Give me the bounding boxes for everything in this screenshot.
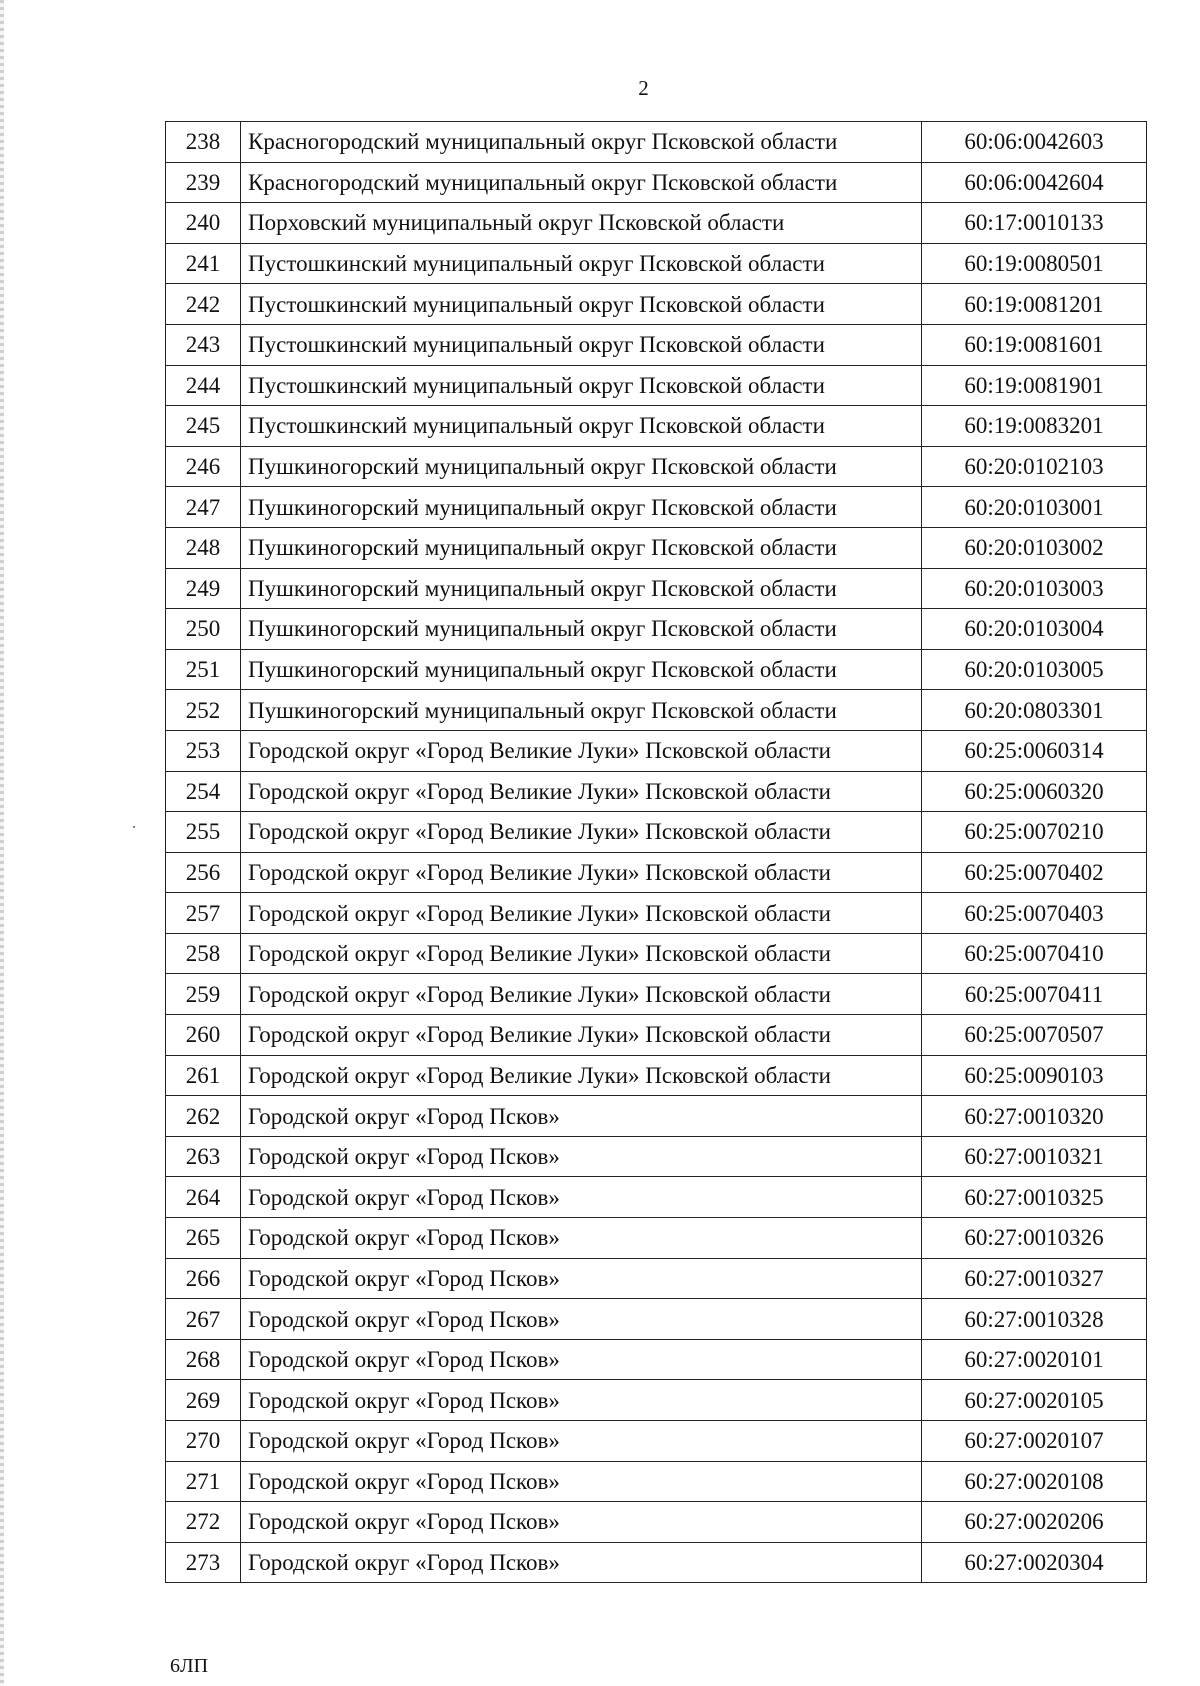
municipality-cell: Городской округ «Город Псков» bbox=[241, 1258, 922, 1299]
row-number-cell: 243 bbox=[166, 324, 241, 365]
table-row bbox=[166, 852, 1147, 893]
cadastral-code-cell: 60:27:0020107 bbox=[922, 1421, 1147, 1462]
table-row bbox=[166, 1096, 1147, 1137]
cadastral-code-cell: 60:25:0070410 bbox=[922, 933, 1147, 974]
cadastral-code-cell: 60:25:0070507 bbox=[922, 1015, 1147, 1056]
cadastral-code-cell: 60:19:0081901 bbox=[922, 365, 1147, 406]
table-row bbox=[166, 203, 1147, 244]
table-row bbox=[166, 1177, 1147, 1218]
table-row bbox=[166, 1380, 1147, 1421]
municipality-cell: Городской округ «Город Псков» bbox=[241, 1299, 922, 1340]
row-number-cell: 272 bbox=[166, 1502, 241, 1543]
table-row bbox=[166, 1421, 1147, 1462]
page-number: 2 bbox=[638, 76, 649, 100]
row-number-cell: 262 bbox=[166, 1096, 241, 1137]
municipality-cell: Городской округ «Город Великие Луки» Псковской области bbox=[241, 893, 922, 934]
table-row bbox=[166, 893, 1147, 934]
row-number-cell: 256 bbox=[166, 852, 241, 893]
cadastral-code-cell: 60:06:0042604 bbox=[922, 162, 1147, 203]
municipality-cell: Порховский муниципальный округ Псковской области bbox=[241, 203, 922, 244]
table-row bbox=[166, 122, 1147, 163]
cadastral-code-cell: 60:27:0010321 bbox=[922, 1136, 1147, 1177]
municipality-cell: Пустошкинский муниципальный округ Псковской области bbox=[241, 243, 922, 284]
cadastral-code-cell: 60:27:0010325 bbox=[922, 1177, 1147, 1218]
table-row bbox=[166, 1502, 1147, 1543]
cadastral-code-cell: 60:20:0102103 bbox=[922, 446, 1147, 487]
table-row bbox=[166, 324, 1147, 365]
table-row bbox=[166, 730, 1147, 771]
row-number-cell: 247 bbox=[166, 487, 241, 528]
table-row bbox=[166, 1339, 1147, 1380]
cadastral-code-cell: 60:27:0010326 bbox=[922, 1218, 1147, 1259]
row-number-cell: 271 bbox=[166, 1461, 241, 1502]
municipality-cell: Городской округ «Город Псков» bbox=[241, 1339, 922, 1380]
row-number-cell: 257 bbox=[166, 893, 241, 934]
municipality-cell: Городской округ «Город Псков» bbox=[241, 1218, 922, 1259]
row-number-cell: 266 bbox=[166, 1258, 241, 1299]
table-row bbox=[166, 162, 1147, 203]
municipality-cell: Городской округ «Город Псков» bbox=[241, 1177, 922, 1218]
cadastral-code-cell: 60:19:0081601 bbox=[922, 324, 1147, 365]
row-number-cell: 263 bbox=[166, 1136, 241, 1177]
row-number-cell: 269 bbox=[166, 1380, 241, 1421]
row-number-cell: 273 bbox=[166, 1542, 241, 1583]
table-row bbox=[166, 812, 1147, 853]
table-row bbox=[166, 406, 1147, 447]
municipality-cell: Пустошкинский муниципальный округ Псковской области bbox=[241, 406, 922, 447]
row-number-cell: 246 bbox=[166, 446, 241, 487]
row-number-cell: 264 bbox=[166, 1177, 241, 1218]
municipality-cell: Городской округ «Город Великие Луки» Псковской области bbox=[241, 1015, 922, 1056]
table-row bbox=[166, 1136, 1147, 1177]
cadastral-code-cell: 60:20:0103005 bbox=[922, 649, 1147, 690]
municipality-cell: Городской округ «Город Великие Луки» Псковской области bbox=[241, 1055, 922, 1096]
row-number-cell: 239 bbox=[166, 162, 241, 203]
table-row bbox=[166, 771, 1147, 812]
municipality-cell: Пустошкинский муниципальный округ Псковской области bbox=[241, 365, 922, 406]
cadastral-code-cell: 60:25:0070403 bbox=[922, 893, 1147, 934]
cadastral-code-cell: 60:19:0081201 bbox=[922, 284, 1147, 325]
municipality-cell: Пустошкинский муниципальный округ Псковской области bbox=[241, 324, 922, 365]
municipality-cell: Пушкиногорский муниципальный округ Псковской области bbox=[241, 649, 922, 690]
row-number-cell: 249 bbox=[166, 568, 241, 609]
table-row bbox=[166, 1218, 1147, 1259]
cadastral-code-cell: 60:25:0070402 bbox=[922, 852, 1147, 893]
municipality-cell: Пушкиногорский муниципальный округ Псковской области bbox=[241, 609, 922, 650]
municipality-cell: Городской округ «Город Псков» bbox=[241, 1421, 922, 1462]
row-number-cell: 255 bbox=[166, 812, 241, 853]
cadastral-table bbox=[165, 121, 1147, 1583]
row-number-cell: 260 bbox=[166, 1015, 241, 1056]
municipality-cell: Пушкиногорский муниципальный округ Псковской области bbox=[241, 568, 922, 609]
row-number-cell: 265 bbox=[166, 1218, 241, 1259]
municipality-cell: Городской округ «Город Псков» bbox=[241, 1096, 922, 1137]
municipality-cell: Красногородский муниципальный округ Псковской области bbox=[241, 162, 922, 203]
municipality-cell: Городской округ «Город Великие Луки» Псковской области bbox=[241, 771, 922, 812]
table-row bbox=[166, 527, 1147, 568]
table-row bbox=[166, 609, 1147, 650]
municipality-cell: Городской округ «Город Псков» bbox=[241, 1380, 922, 1421]
cadastral-code-cell: 60:25:0070411 bbox=[922, 974, 1147, 1015]
row-number-cell: 238 bbox=[166, 122, 241, 163]
table-row bbox=[166, 1461, 1147, 1502]
cadastral-code-cell: 60:25:0060320 bbox=[922, 771, 1147, 812]
municipality-cell: Городской округ «Город Великие Луки» Псковской области bbox=[241, 812, 922, 853]
municipality-cell: Городской округ «Город Великие Луки» Псковской области bbox=[241, 730, 922, 771]
municipality-cell: Пушкиногорский муниципальный округ Псковской области bbox=[241, 487, 922, 528]
cadastral-code-cell: 60:27:0020105 bbox=[922, 1380, 1147, 1421]
cadastral-code-cell: 60:06:0042603 bbox=[922, 122, 1147, 163]
row-number-cell: 248 bbox=[166, 527, 241, 568]
row-number-cell: 267 bbox=[166, 1299, 241, 1340]
scan-speck bbox=[133, 826, 135, 828]
cadastral-code-cell: 60:27:0020304 bbox=[922, 1542, 1147, 1583]
cadastral-code-cell: 60:27:0020108 bbox=[922, 1461, 1147, 1502]
municipality-cell: Пушкиногорский муниципальный округ Псковской области bbox=[241, 446, 922, 487]
row-number-cell: 245 bbox=[166, 406, 241, 447]
cadastral-code-cell: 60:27:0010328 bbox=[922, 1299, 1147, 1340]
row-number-cell: 253 bbox=[166, 730, 241, 771]
row-number-cell: 242 bbox=[166, 284, 241, 325]
cadastral-code-cell: 60:20:0103002 bbox=[922, 527, 1147, 568]
row-number-cell: 270 bbox=[166, 1421, 241, 1462]
table-row bbox=[166, 974, 1147, 1015]
table-row bbox=[166, 487, 1147, 528]
table-row bbox=[166, 284, 1147, 325]
municipality-cell: Пустошкинский муниципальный округ Псковской области bbox=[241, 284, 922, 325]
municipality-cell: Городской округ «Город Псков» bbox=[241, 1542, 922, 1583]
row-number-cell: 240 bbox=[166, 203, 241, 244]
table-row bbox=[166, 1055, 1147, 1096]
municipality-cell: Пушкиногорский муниципальный округ Псковской области bbox=[241, 527, 922, 568]
table-row bbox=[166, 446, 1147, 487]
cadastral-code-cell: 60:19:0083201 bbox=[922, 406, 1147, 447]
cadastral-code-cell: 60:20:0103001 bbox=[922, 487, 1147, 528]
municipality-cell: Городской округ «Город Псков» bbox=[241, 1502, 922, 1543]
table-row bbox=[166, 649, 1147, 690]
municipality-cell: Городской округ «Город Великие Луки» Псковской области bbox=[241, 974, 922, 1015]
table-row bbox=[166, 365, 1147, 406]
row-number-cell: 241 bbox=[166, 243, 241, 284]
cadastral-code-cell: 60:17:0010133 bbox=[922, 203, 1147, 244]
cadastral-code-cell: 60:25:0070210 bbox=[922, 812, 1147, 853]
municipality-cell: Городской округ «Город Великие Луки» Псковской области bbox=[241, 933, 922, 974]
table-row bbox=[166, 1258, 1147, 1299]
table-row bbox=[166, 243, 1147, 284]
municipality-cell: Городской округ «Город Псков» bbox=[241, 1461, 922, 1502]
row-number-cell: 252 bbox=[166, 690, 241, 731]
row-number-cell: 244 bbox=[166, 365, 241, 406]
municipality-cell: Пушкиногорский муниципальный округ Псковской области bbox=[241, 690, 922, 731]
municipality-cell: Красногородский муниципальный округ Псковской области bbox=[241, 122, 922, 163]
cadastral-code-cell: 60:27:0020206 bbox=[922, 1502, 1147, 1543]
row-number-cell: 251 bbox=[166, 649, 241, 690]
table-row bbox=[166, 1542, 1147, 1583]
municipality-cell: Городской округ «Город Псков» bbox=[241, 1136, 922, 1177]
cadastral-code-cell: 60:27:0010327 bbox=[922, 1258, 1147, 1299]
cadastral-code-cell: 60:27:0020101 bbox=[922, 1339, 1147, 1380]
cadastral-code-cell: 60:25:0060314 bbox=[922, 730, 1147, 771]
row-number-cell: 268 bbox=[166, 1339, 241, 1380]
row-number-cell: 250 bbox=[166, 609, 241, 650]
row-number-cell: 254 bbox=[166, 771, 241, 812]
table-row bbox=[166, 568, 1147, 609]
table-row bbox=[166, 690, 1147, 731]
row-number-cell: 261 bbox=[166, 1055, 241, 1096]
cadastral-code-cell: 60:27:0010320 bbox=[922, 1096, 1147, 1137]
row-number-cell: 258 bbox=[166, 933, 241, 974]
footer-code: 6ЛП bbox=[170, 1655, 209, 1677]
table-row bbox=[166, 1299, 1147, 1340]
municipality-cell: Городской округ «Город Великие Луки» Псковской области bbox=[241, 852, 922, 893]
cadastral-code-cell: 60:20:0103003 bbox=[922, 568, 1147, 609]
cadastral-code-cell: 60:19:0080501 bbox=[922, 243, 1147, 284]
table-body bbox=[166, 122, 1147, 1583]
cadastral-code-cell: 60:20:0803301 bbox=[922, 690, 1147, 731]
table-row bbox=[166, 1015, 1147, 1056]
cadastral-code-cell: 60:25:0090103 bbox=[922, 1055, 1147, 1096]
table-row bbox=[166, 933, 1147, 974]
row-number-cell: 259 bbox=[166, 974, 241, 1015]
cadastral-code-cell: 60:20:0103004 bbox=[922, 609, 1147, 650]
scan-edge bbox=[0, 0, 4, 1686]
